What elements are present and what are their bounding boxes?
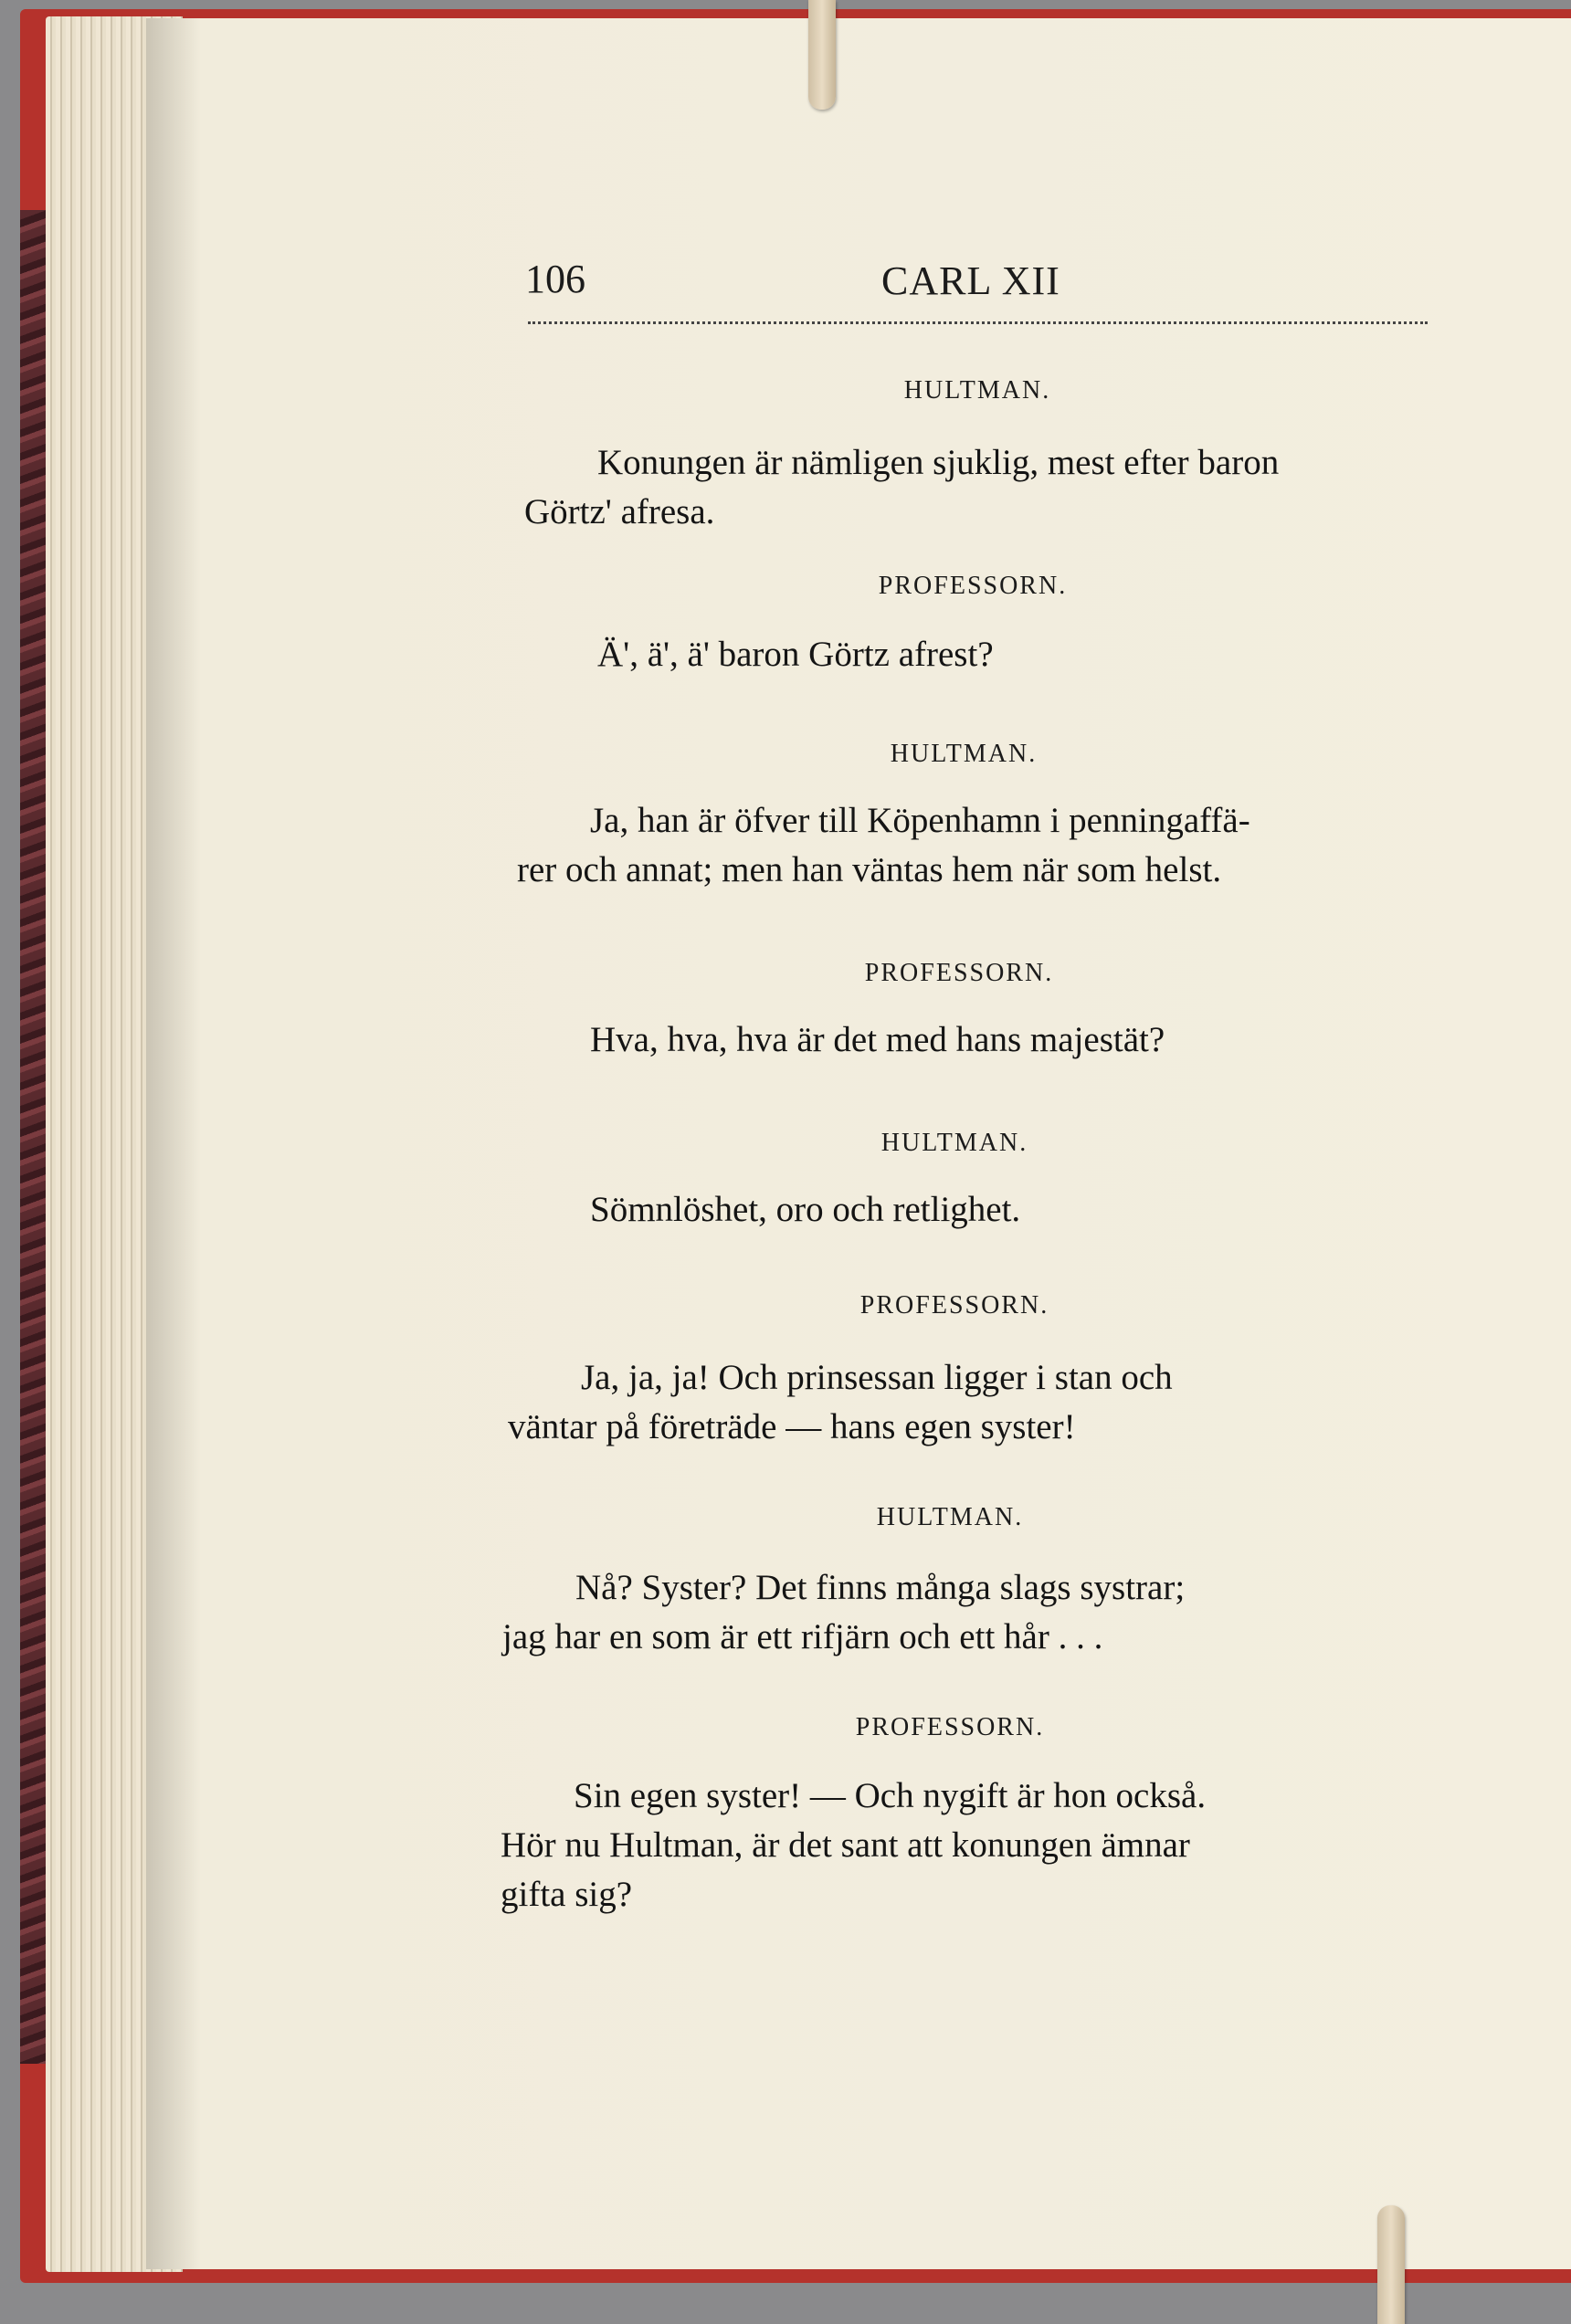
- speech-line: Hör nu Hultman, är det sant att konungen ämnar: [501, 1825, 1190, 1865]
- speech-line: rer och annat; men han väntas hem när som helst.: [517, 850, 1222, 889]
- speech-line: Ä', ä', ä' baron Görtz afrest?: [597, 635, 994, 674]
- speech-line: Sömnlöshet, oro och retlighet.: [590, 1190, 1021, 1229]
- speaker-label: HULTMAN.: [890, 740, 1038, 768]
- speaker-label: PROFESSORN.: [855, 1713, 1045, 1741]
- speaker-label: PROFESSORN.: [878, 572, 1068, 600]
- speech-line: Konungen är nämligen sjuklig, mest efter baron: [597, 443, 1280, 482]
- speech-block: [508, 1353, 1412, 1452]
- speech-block: [517, 1185, 1421, 1235]
- speech-block: [517, 1015, 1421, 1065]
- speaker-label: HULTMAN.: [903, 376, 1051, 405]
- speech-line: Ja, ja, ja! Och prinsessan ligger i stan och: [581, 1358, 1173, 1397]
- speech-line: väntar på företräde — hans egen syster!: [508, 1407, 1076, 1446]
- speaker-label: HULTMAN.: [880, 1129, 1028, 1157]
- speaker-label: PROFESSORN.: [864, 959, 1054, 987]
- speech-block: [524, 438, 1429, 537]
- speaker-label: PROFESSORN.: [859, 1291, 1049, 1320]
- running-title: CARL XII: [881, 258, 1060, 303]
- speech-block: [501, 1772, 1405, 1919]
- speaker-label: HULTMAN.: [876, 1503, 1024, 1531]
- speech-line: Görtz' afresa.: [524, 492, 715, 531]
- speech-line: Sin egen syster! — Och nygift är hon också.: [574, 1776, 1207, 1815]
- speech-line: Hva, hva, hva är det med hans majestät?: [590, 1020, 1165, 1059]
- speech-block: [502, 1563, 1407, 1662]
- speech-line: jag har en som är ett rifjärn och ett hår . . .: [502, 1617, 1103, 1656]
- speech-line: gifta sig?: [501, 1875, 633, 1914]
- speech-line: Nå? Syster? Det finns många slags systrar;: [575, 1568, 1186, 1607]
- speech-block: [524, 630, 1429, 679]
- speech-block: [517, 796, 1421, 895]
- page-number: 106: [525, 257, 585, 301]
- speech-line: Ja, han är öfver till Köpenhamn i penningaffä-: [590, 801, 1250, 840]
